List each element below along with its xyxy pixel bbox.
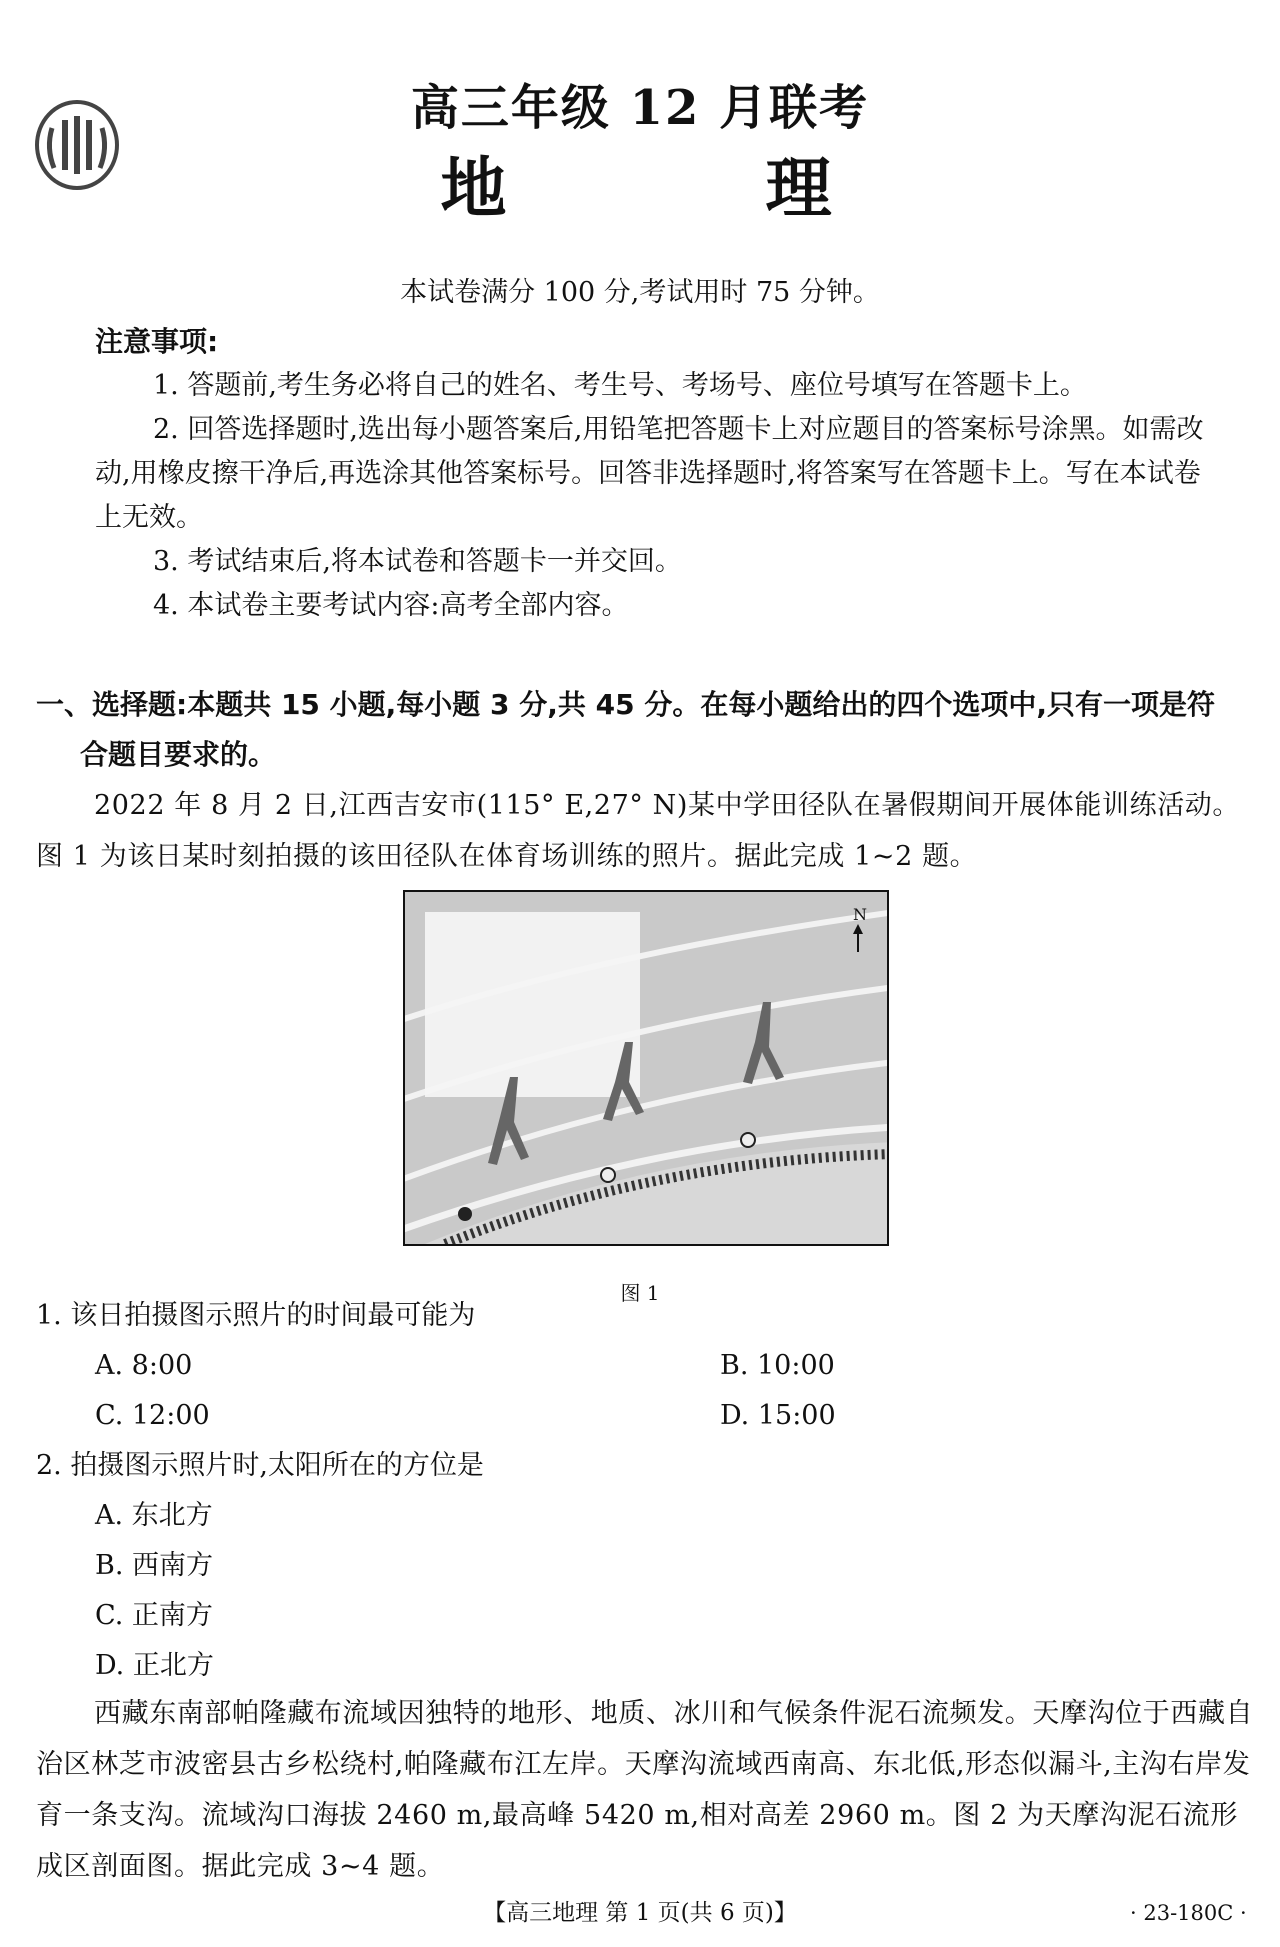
section-heading-line1: 一、选择题:本题共 15 小题,每小题 3 分,共 45 分。在每小题给出的四个选项中,只有一项是符 (36, 688, 1216, 721)
question-1-stem: 1. 该日拍摄图示照片的时间最可能为 (36, 1300, 476, 1331)
section-heading (36, 680, 1260, 780)
notice-list (95, 364, 1205, 628)
paper-code: · 23-180C · (1130, 1901, 1247, 1925)
passage-2 (36, 1688, 1256, 1892)
intro-paragraph: 2022 年 8 月 2 日,江西吉安市(115° E,27° N)某中学田径队在暑假期间开展体能训练活动。图 1 为该日某时刻拍摄的该田径队在体育场训练的照片。据此完成 1~2 题。 (36, 790, 1241, 872)
notice-item: 4. 本试卷主要考试内容:高考全部内容。 (153, 590, 629, 621)
q2-option-a: A. 东北方 (95, 1500, 213, 1531)
subject-title: 地 理 (440, 149, 950, 227)
q2-option-d: D. 正北方 (95, 1650, 214, 1681)
notice-item: 1. 答题前,考生务必将自己的姓名、考生号、考场号、座位号填写在答题卡上。 (153, 370, 1087, 401)
exam-title: 高三年级 12 月联考 (410, 80, 870, 136)
q2-option-c: C. 正南方 (95, 1600, 213, 1631)
question-2-stem: 2. 拍摄图示照片时,太阳所在的方位是 (36, 1450, 484, 1481)
running-track-image (405, 892, 887, 1244)
figure1-caption: 图 1 (620, 1281, 660, 1305)
notice-item: 2. 回答选择题时,选出每小题答案后,用铅笔把答题卡上对应题目的答案标号涂黑。如需改动,用橡皮擦干净后,再选涂其他答案标号。回答非选择题时,将答案写在答题卡上。写在本试卷上无效。 (95, 414, 1204, 533)
notice-heading: 注意事项: (95, 325, 219, 358)
q2-option-b: B. 西南方 (95, 1550, 214, 1581)
exam-info: 本试卷满分 100 分,考试用时 75 分钟。 (400, 277, 880, 308)
q1-option-a: A. 8:00 (95, 1350, 193, 1381)
q1-option-b: B. 10:00 (720, 1350, 835, 1381)
passage-2-text: 西藏东南部帕隆藏布流域因独特的地形、地质、冰川和气候条件泥石流频发。天摩沟位于西藏自治区林芝市波密县古乡松绕村,帕隆藏布江左岸。天摩沟流域西南高、东北低,形态似漏斗,主沟右岸发育一条支沟。流域沟口海拔 2460 m,最高峰 5420 m,相对高差 2960 m。图 2 为天摩沟泥石流形成区剖面图。据此完成 3~4 题。 (36, 1698, 1254, 1882)
q1-option-d: D. 15:00 (720, 1400, 836, 1431)
notice-item: 3. 考试结束后,将本试卷和答题卡一并交回。 (153, 546, 682, 577)
section-heading-line2: 合题目要求的。 (80, 738, 277, 771)
page-footer: 【高三地理 第 1 页(共 6 页)】 (483, 1900, 797, 1926)
north-label: N (853, 905, 867, 924)
section-intro (36, 780, 1256, 882)
figure1-photo (403, 890, 889, 1246)
q1-option-c: C. 12:00 (95, 1400, 210, 1431)
